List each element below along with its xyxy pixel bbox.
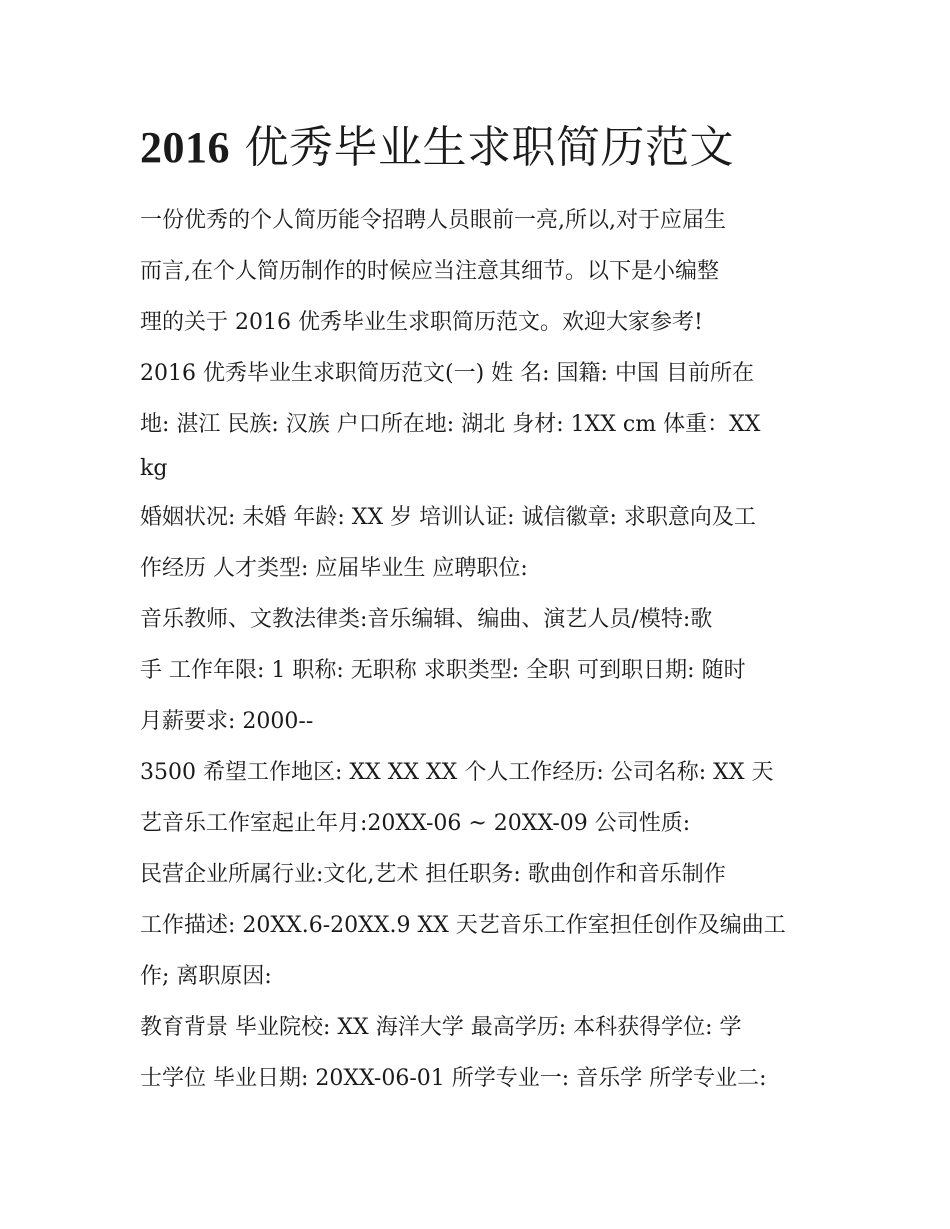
body-line: 月薪要求: 2000-- — [140, 709, 314, 734]
body-line: 而言,在个人简历制作的时候应当注意其细节。以下是小编整 — [140, 259, 719, 284]
body-line: 艺音乐工作室起止年月:20XX-06 ~ 20XX-09 公司性质: — [140, 811, 691, 836]
body-line: 工作描述: 20XX.6-20XX.9 XX 天艺音乐工作室担任创作及编曲工 — [140, 913, 786, 938]
body-line: 教育背景 毕业院校: XX 海洋大学 最高学历: 本科获得学位: 学 — [140, 1015, 742, 1040]
body-line: 理的关于 2016 优秀毕业生求职简历范文。欢迎大家参考! — [140, 310, 703, 335]
body-line: 3500 希望工作地区: XX XX XX 个人工作经历: 公司名称: XX 天 — [140, 760, 774, 785]
body-line: kg — [140, 456, 168, 481]
body-line: 地: 湛江 民族: 汉族 户口所在地: 湖北 身材: 1XX cm 体重：XX — [140, 412, 761, 437]
document-title — [140, 120, 734, 176]
body-line: 手 工作年限: 1 职称: 无职称 求职类型: 全职 可到职日期: 随时 — [140, 658, 746, 683]
body-line: 作; 离职原因: — [140, 964, 272, 989]
body-line: 音乐教师、文教法律类:音乐编辑、编曲、演艺人员/模特:歌 — [140, 607, 713, 632]
body-line: 婚姻状况: 未婚 年龄: XX 岁 培训认证: 诚信徽章: 求职意向及工 — [140, 505, 756, 530]
body-line: 一份优秀的个人简历能令招聘人员眼前一亮,所以,对于应届生 — [140, 208, 726, 233]
title-text: 优秀毕业生求职简历范文 — [244, 122, 734, 173]
title-year: 2016 — [140, 123, 230, 172]
body-line: 2016 优秀毕业生求职简历范文(一) 姓 名: 国籍: 中国 目前所在 — [140, 361, 754, 386]
body-line: 作经历 人才类型: 应届毕业生 应聘职位: — [140, 556, 528, 581]
body-line: 民营企业所属行业:文化,艺术 担任职务: 歌曲创作和音乐制作 — [140, 862, 726, 887]
body-line: 士学位 毕业日期: 20XX-06-01 所学专业一: 音乐学 所学专业二: — [140, 1066, 767, 1091]
